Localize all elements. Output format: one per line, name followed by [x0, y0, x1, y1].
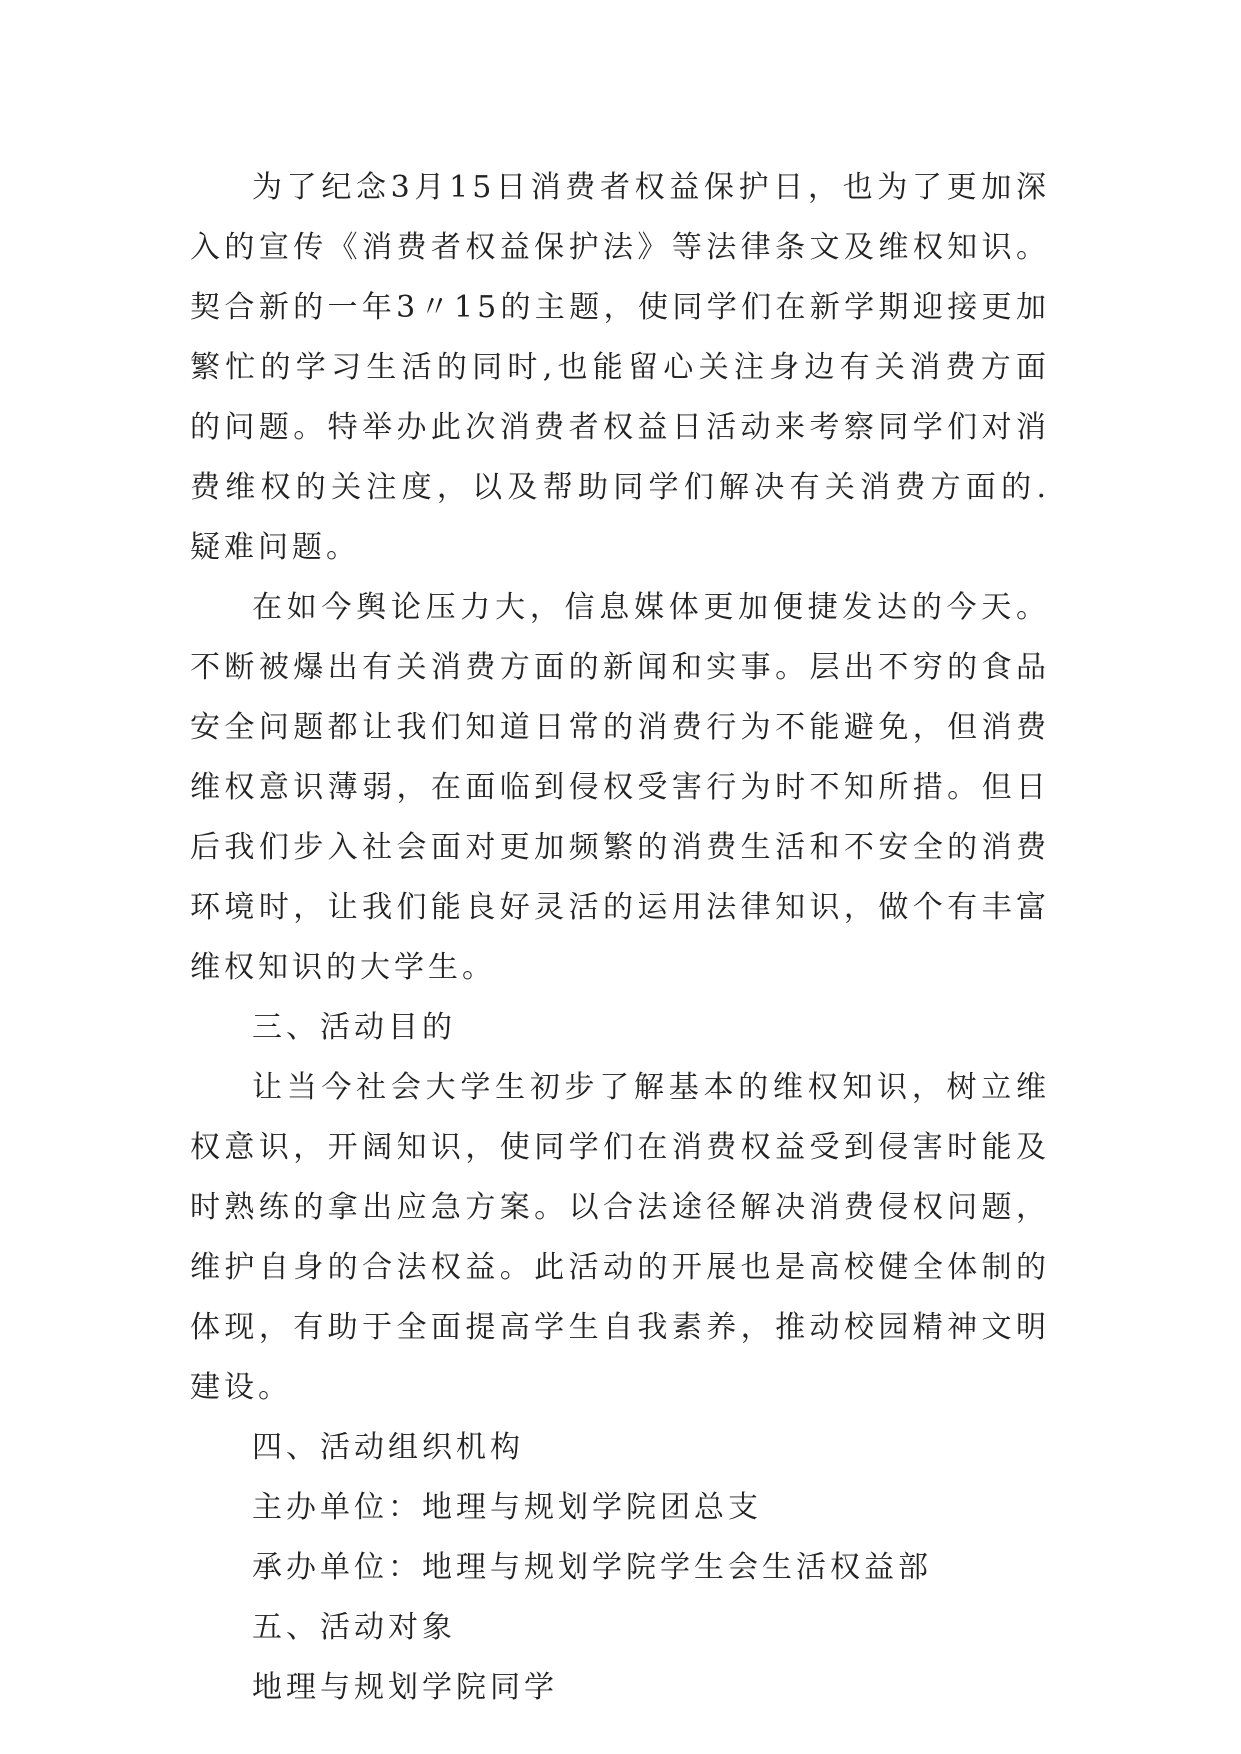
document-body [190, 158, 1050, 1718]
section-heading-audience: 五、活动对象 [252, 1610, 456, 1645]
organizer-line: 主办单位：地理与规划学院团总支 [252, 1490, 762, 1525]
co-organizer-line: 承办单位：地理与规划学院学生会生活权益部 [252, 1550, 932, 1585]
section-heading-organization: 四、活动组织机构 [252, 1430, 524, 1465]
paragraph-background-context: 在如今舆论压力大，信息媒体更加便捷发达的今天。不断被爆出有关消费方面的新闻和实事。层出不穷的食品安全问题都让我们知道日常的消费行为不能避免，但消费维权意识薄弱，在面临到侵权受害行为时不知所措。但日后我们步入社会面对更加频繁的消费生活和不安全的消费环境时，让我们能良好灵活的运用法律知识，做个有丰富维权知识的大学生。 [190, 590, 1050, 985]
paragraph-background-intro: 为了纪念3月15日消费者权益保护日，也为了更加深入的宣传《消费者权益保护法》等法律条文及维权知识。契合新的一年3〃15的主题，使同学们在新学期迎接更加繁忙的学习生活的同时,也能留心关注身边有关消费方面的问题。特举办此次消费者权益日活动来考察同学们对消费维权的关注度，以及帮助同学们解决有关消费方面的.疑难问题。 [190, 170, 1050, 565]
section-heading-purpose: 三、活动目的 [252, 1010, 456, 1045]
paragraph-purpose: 让当今社会大学生初步了解基本的维权知识，树立维权意识，开阔知识，使同学们在消费权益受到侵害时能及时熟练的拿出应急方案。以合法途径解决消费侵权问题，维护自身的合法权益。此活动的开展也是高校健全体制的体现，有助于全面提高学生自我素养，推动校园精神文明建设。 [190, 1070, 1050, 1405]
audience-line: 地理与规划学院同学 [252, 1670, 558, 1705]
